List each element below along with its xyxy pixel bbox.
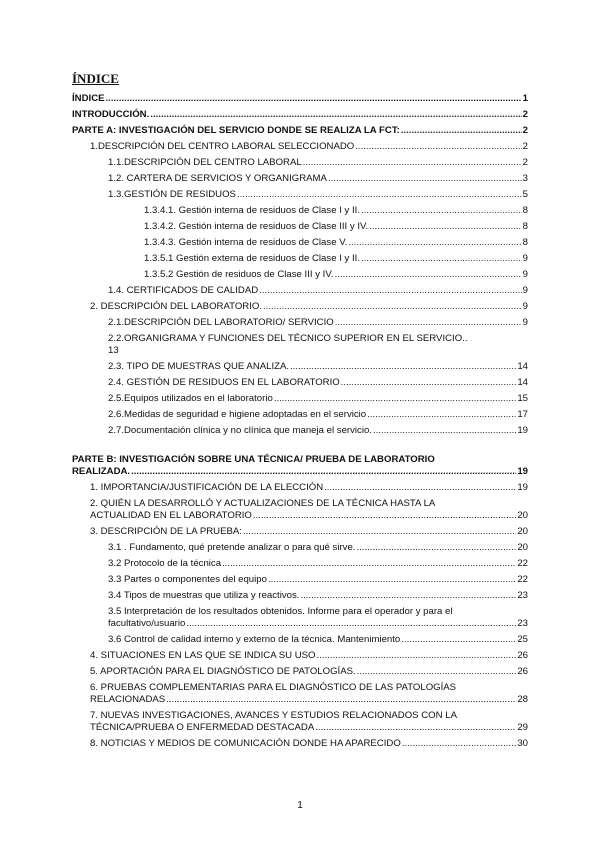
toc-entry[interactable] [72, 269, 528, 281]
toc-entry[interactable] [72, 333, 528, 357]
toc-entry-page: 19 [517, 466, 528, 477]
toc-entry-text: 3.3 Partes o componentes del equipo [108, 574, 267, 585]
toc-entry-page: 29 [517, 722, 528, 733]
toc-entry[interactable] [72, 93, 528, 105]
toc-entry[interactable] [72, 650, 528, 662]
toc-entry-page: 23 [517, 618, 528, 629]
toc-entry-page: 2 [522, 157, 528, 168]
toc-entry[interactable] [72, 666, 528, 678]
toc-entry[interactable] [72, 526, 528, 538]
toc-entry-page: 14 [517, 361, 528, 372]
toc-entry-page: 19 [517, 482, 528, 493]
toc-entry[interactable] [72, 317, 528, 329]
toc-title: ÍNDICE [72, 71, 119, 86]
toc-entry-text: 3.4 Tipos de muestras que utiliza y reactivos. [108, 590, 300, 601]
toc-entry[interactable] [72, 558, 528, 570]
toc-entry[interactable] [72, 361, 528, 373]
toc-entry-page: 17 [517, 409, 528, 420]
toc-entry-text: PARTE A: INVESTIGACIÓN DEL SERVICIO DONDE SE REALIZA LA FCT: [72, 125, 400, 136]
toc-entry[interactable] [72, 393, 528, 405]
toc-entry-text: RELACIONADAS [90, 694, 166, 705]
toc-entry[interactable] [72, 253, 528, 265]
toc-entry-text: 1.DESCRIPCIÓN DEL CENTRO LABORAL SELECCIONADO [90, 141, 355, 152]
toc-entry[interactable] [72, 710, 528, 734]
toc-entry-page: 20 [517, 526, 528, 537]
toc-entry[interactable] [72, 574, 528, 586]
toc-entry-text: 5. APORTACIÓN PARA EL DIAGNÓSTICO DE PATOLOGÍAS. [90, 666, 356, 677]
toc-entry[interactable] [72, 189, 528, 201]
toc-entry-text: 2.3. TIPO DE MUESTRAS QUE ANALIZA. [108, 361, 290, 372]
toc-entry[interactable] [72, 157, 528, 169]
toc-entry-text: 8. NOTICIAS Y MEDIOS DE COMUNICACIÓN DONDE HA APARECIDO [90, 738, 401, 749]
toc-entry-text: 1.1.DESCRIPCIÓN DEL CENTRO LABORAL [108, 157, 302, 168]
toc-entry[interactable] [72, 682, 528, 706]
toc-entry-page: 15 [517, 393, 528, 404]
toc-entry-text: ACTUALIDAD EN EL LABORATORIO [90, 510, 252, 521]
toc-entry[interactable] [72, 454, 528, 478]
toc-entry-text: 1.4. CERTIFICADOS DE CALIDAD [108, 285, 259, 296]
toc-entry-page: 9 [522, 269, 528, 280]
toc-entry[interactable] [72, 425, 528, 437]
toc-entry-text: 2.2.ORGANIGRAMA Y FUNCIONES DEL TÉCNICO SUPERIOR EN EL SERVICIO.. [108, 333, 468, 344]
toc-entry-text: 1.3.5.2 Gestión de residuos de Clase III y IV. [144, 269, 334, 280]
toc-entry-page: 2 [522, 125, 528, 136]
toc-entry-page: 14 [517, 377, 528, 388]
toc-entry[interactable] [72, 498, 528, 522]
toc-entry-text: TÉCNICA/PRUEBA O ENFERMEDAD DESTACADA [90, 722, 315, 733]
toc-entry-page: 25 [517, 634, 528, 645]
toc-entry-text: 2.5.Equipos utilizados en el laboratorio [108, 393, 273, 404]
toc-entry-text: 3. DESCRIPCIÓN DE LA PRUEBA: [90, 526, 242, 537]
toc-entry-text: 3.2 Protocolo de la técnica [108, 558, 222, 569]
toc-entry[interactable] [72, 377, 528, 389]
toc-entry-text: 3.6 Control de calidad interno y externo de la técnica. Mantenimiento [108, 634, 401, 645]
toc-entry-text: REALIZADA. [72, 466, 131, 477]
toc-entry-page: 20 [517, 510, 528, 521]
toc-entry-page: 23 [517, 590, 528, 601]
toc-entry[interactable] [72, 634, 528, 646]
toc-entry[interactable] [72, 205, 528, 217]
toc-entry-text: 1.3.4.3. Gestión interna de residuos de Clase V. [144, 237, 348, 248]
toc-entry[interactable] [72, 285, 528, 297]
toc-entry-text: ÍNDICE [72, 93, 105, 104]
toc-entry[interactable] [72, 237, 528, 249]
toc-entry-text: 2. QUIÉN LA DESARROLLÓ Y ACTUALIZACIONES DE LA TÉCNICA HASTA LA [90, 498, 436, 509]
toc-entry[interactable] [72, 409, 528, 421]
toc-entry[interactable] [72, 173, 528, 185]
page-number: 1 [297, 800, 303, 811]
toc-entry-page: 22 [517, 558, 528, 569]
toc-entry-page: 13 [108, 345, 119, 356]
toc-entry[interactable] [72, 542, 528, 554]
toc-entry-page: 9 [522, 301, 528, 312]
toc-entry-text: 2.1.DESCRIPCIÓN DEL LABORATORIO/ SERVICIO [108, 317, 334, 328]
toc-entry-text: 1. IMPORTANCIA/JUSTIFICACIÓN DE LA ELECCIÓN [90, 482, 324, 493]
toc-entry[interactable] [72, 606, 528, 630]
toc-entry-text: facultativo/usuario [108, 618, 186, 629]
toc-entry-page: 5 [522, 189, 528, 200]
toc-entry-text: 6. PRUEBAS COMPLEMENTARIAS PARA EL DIAGNÓSTICO DE LAS PATOLOGÍAS [90, 682, 457, 693]
toc-entry-page: 22 [517, 574, 528, 585]
toc-entry-page: 2 [522, 109, 528, 120]
toc-entry-text: 1.3.5.1 Gestión externa de residuos de Clase I y II. [144, 253, 360, 264]
toc-entry-text: 3.1 . Fundamento, qué pretende analizar o para qué sirve. [108, 542, 356, 553]
toc-entry[interactable] [72, 590, 528, 602]
toc-entry-text: 7. NUEVAS INVESTIGACIONES, AVANCES Y ESTUDIOS RELACIONADOS CON LA [90, 710, 457, 721]
toc-entry[interactable] [72, 221, 528, 233]
toc-entry-text: 2.6.Medidas de seguridad e higiene adoptadas en el servicio [108, 409, 367, 420]
toc-entry-page: 30 [517, 738, 528, 749]
toc-entry-text: INTRODUCCIÓN. [72, 109, 150, 120]
toc-entry-text: 1.3.4.1. Gestión interna de residuos de Clase I y II. [144, 205, 360, 216]
toc-entry[interactable] [72, 301, 528, 313]
toc-entry-page: 9 [522, 285, 528, 296]
toc-entry[interactable] [72, 141, 528, 153]
toc-entry-text: 2.4. GESTIÓN DE RESIDUOS EN EL LABORATORIO [108, 377, 340, 388]
toc-entry-text: 3.5 Interpretación de los resultados obtenidos. Informe para el operador y para el [108, 606, 453, 617]
toc-entry-page: 9 [522, 253, 528, 264]
toc-entry-page: 9 [522, 317, 528, 328]
toc-entry-page: 28 [517, 694, 528, 705]
toc-entry-page: 1 [522, 93, 528, 104]
toc-entry-text: 2. DESCRIPCIÓN DEL LABORATORIO. [90, 301, 263, 312]
toc-entry-page: 2 [522, 141, 528, 152]
toc-entry-page: 20 [517, 542, 528, 553]
toc-entry[interactable] [72, 109, 528, 121]
toc-entry-text: 1.3.GESTIÓN DE RESIDUOS [108, 189, 236, 200]
toc-entry-text: 1.2. CARTERA DE SERVICIOS Y ORGANIGRAMA [108, 173, 327, 184]
toc-entry-page: 8 [522, 237, 528, 248]
toc-entry[interactable] [72, 738, 528, 750]
toc-entry-text: 4. SITUACIONES EN LAS QUE SE INDICA SU USO [90, 650, 316, 661]
toc-entry-text: 1.3.4.2. Gestión interna de residuos de Clase III y IV. [144, 221, 369, 232]
table-of-contents [72, 93, 528, 750]
toc-entry[interactable] [72, 125, 528, 137]
toc-entry-page: 26 [517, 666, 528, 677]
toc-entry[interactable] [72, 482, 528, 494]
toc-entry-text: 2.7.Documentación clínica y no clínica que maneja el servicio. [108, 425, 372, 436]
toc-entry-page: 8 [522, 221, 528, 232]
toc-entry-page: 26 [517, 650, 528, 661]
toc-entry-page: 19 [517, 425, 528, 436]
toc-entry-page: 8 [522, 205, 528, 216]
toc-entry-page: 3 [522, 173, 528, 184]
toc-entry-text: PARTE B: INVESTIGACIÓN SOBRE UNA TÉCNICA/ PRUEBA DE LABORATORIO [72, 454, 435, 465]
